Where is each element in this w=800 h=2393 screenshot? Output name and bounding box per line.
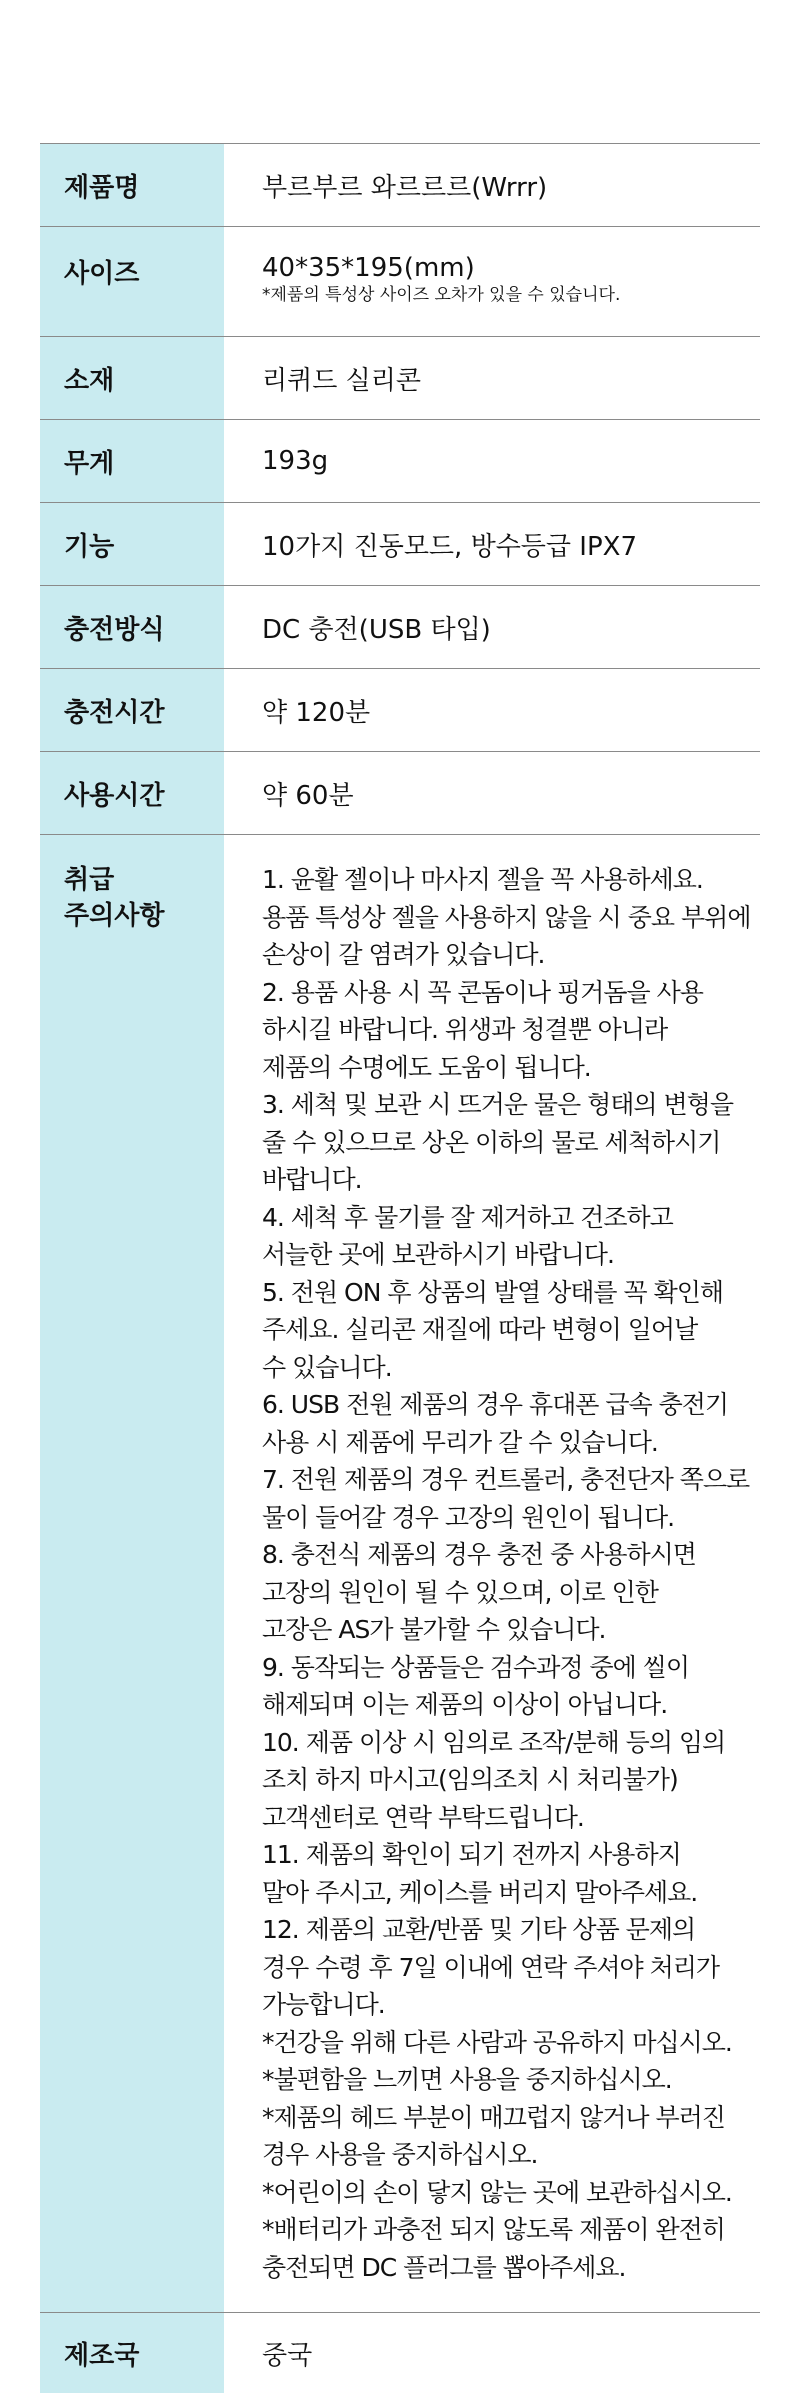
precaution-line: 충전되면 DC 플러그를 뽑아주세요.: [262, 2252, 626, 2282]
precaution-line: 사용 시 제품에 무리가 갈 수 있습니다.: [262, 1427, 658, 1457]
spec-value-text: 약 120분: [262, 697, 371, 728]
spec-label-text: 충전방식: [64, 614, 165, 645]
spec-row-size: [40, 227, 760, 337]
precaution-line: 8. 충전식 제품의 경우 충전 중 사용하시면: [262, 1540, 696, 1569]
spec-value: [224, 503, 760, 585]
spec-label-text: 제품명: [64, 172, 140, 203]
spec-label-text: 충전시간: [64, 697, 165, 728]
precaution-line: 조치 하지 마시고(임의조치 시 처리불가): [262, 1765, 678, 1794]
precaution-line: 12. 제품의 교환/반품 및 기타 상품 문제의: [262, 1915, 696, 1944]
spec-label: [40, 144, 224, 226]
spec-row-function: [40, 503, 760, 586]
spec-value-text: 리퀴드 실리콘: [262, 365, 421, 396]
spec-value-text: 193g: [262, 446, 329, 476]
precaution-line: 가능합니다.: [262, 1990, 385, 2019]
precaution-line: *건강을 위해 다른 사람과 공유하지 마십시오.: [262, 2027, 732, 2057]
spec-value-text: 약 60분: [262, 780, 354, 811]
spec-label: [40, 752, 224, 834]
precaution-line: 바랍니다.: [262, 1165, 362, 1194]
precautions-list: [224, 835, 770, 2312]
spec-value: [224, 2313, 760, 2393]
precaution-line: *불편함을 느끼면 사용을 중지하십시오.: [262, 2065, 672, 2094]
size-value: 40*35*195(mm): [262, 253, 475, 283]
size-note: *제품의 특성상 사이즈 오차가 있을 수 있습니다.: [262, 285, 621, 305]
precaution-line: 손상이 갈 염려가 있습니다.: [262, 940, 545, 969]
spec-value: [224, 420, 760, 502]
precaution-line: 서늘한 곳에 보관하시기 바랍니다.: [262, 1240, 614, 1269]
precaution-line: 6. USB 전원 제품의 경우 휴대폰 급속 충전기: [262, 1390, 729, 1419]
precaution-line: 2. 용품 사용 시 꼭 콘돔이나 핑거돔을 사용: [262, 977, 703, 1007]
spec-label: [40, 586, 224, 668]
spec-row-weight: [40, 420, 760, 503]
spec-label: [40, 227, 224, 336]
spec-row-charging-time: [40, 669, 760, 752]
spec-label-text: 제조국: [64, 2340, 140, 2371]
product-spec-table: [40, 143, 760, 2393]
spec-label-text: 사이즈: [64, 259, 140, 289]
precaution-line: 4. 세척 후 물기를 잘 제거하고 건조하고: [262, 1202, 673, 1232]
spec-label-text: 기능: [64, 531, 115, 562]
spec-value: [224, 227, 760, 336]
spec-row-charging-method: [40, 586, 760, 669]
spec-label: [40, 669, 224, 751]
spec-value: [224, 586, 760, 668]
spec-row-country-of-origin: [40, 2313, 760, 2393]
precaution-line: *제품의 헤드 부분이 매끄럽지 않거나 부러진: [262, 2102, 725, 2132]
spec-value-text: 중국: [262, 2340, 313, 2371]
spec-value: [224, 752, 760, 834]
precaution-line: *배터리가 과충전 되지 않도록 제품이 완전히: [262, 2215, 725, 2244]
precaution-line: 해제되며 이는 제품의 이상이 아닙니다.: [262, 1690, 668, 1719]
spec-row-product-name: [40, 144, 760, 227]
spec-value-text: 부르부르 와르르르(Wrrr): [262, 172, 548, 203]
precaution-line: 11. 제품의 확인이 되기 전까지 사용하지: [262, 1840, 681, 1869]
spec-value: [224, 144, 760, 226]
precaution-line: 경우 수령 후 7일 이내에 연락 주셔야 처리가: [262, 1952, 720, 1982]
spec-value-text: 10가지 진동모드, 방수등급 IPX7: [262, 531, 638, 562]
spec-label-text: 소재: [64, 365, 115, 396]
precaution-line: 고장의 원인이 될 수 있으며, 이로 인한: [262, 1577, 658, 1607]
precaution-line: 고장은 AS가 불가할 수 있습니다.: [262, 1615, 606, 1644]
precaution-line: 용품 특성상 젤을 사용하지 않을 시 중요 부위에: [262, 902, 751, 932]
precaution-line: 주세요. 실리콘 재질에 따라 변형이 일어날: [262, 1315, 698, 1344]
precaution-line: 말아 주시고, 케이스를 버리지 말아주세요.: [262, 1877, 698, 1907]
spec-label: [40, 420, 224, 502]
spec-value: [224, 669, 760, 751]
spec-row-precautions: [40, 835, 760, 2313]
precaution-line: 물이 들어갈 경우 고장의 원인이 됩니다.: [262, 1502, 675, 1532]
precaution-line: 고객센터로 연락 부탁드립니다.: [262, 1802, 584, 1832]
precautions-label-line: 주의사항: [64, 901, 165, 931]
spec-label: [40, 503, 224, 585]
spec-label: [40, 835, 224, 2312]
spec-row-usage-time: [40, 752, 760, 835]
precaution-line: 5. 전원 ON 후 상품의 발열 상태를 꼭 확인해: [262, 1277, 724, 1307]
precaution-line: *어린이의 손이 닿지 않는 곳에 보관하십시오.: [262, 2177, 732, 2207]
precaution-line: 10. 제품 이상 시 임의로 조작/분해 등의 임의: [262, 1727, 726, 1757]
precaution-line: 수 있습니다.: [262, 1352, 392, 1382]
precaution-line: 9. 동작되는 상품들은 검수과정 중에 씰이: [262, 1652, 689, 1682]
spec-label-text: 사용시간: [64, 780, 165, 811]
precaution-line: 제품의 수명에도 도움이 됩니다.: [262, 1052, 591, 1082]
precaution-line: 1. 윤활 젤이나 마사지 젤을 꼭 사용하세요.: [262, 865, 703, 894]
precaution-line: 하시길 바랍니다. 위생과 청결뿐 아니라: [262, 1015, 668, 1044]
spec-row-material: [40, 337, 760, 420]
spec-label: [40, 2313, 224, 2393]
precautions-label-line: 취급: [64, 865, 115, 895]
spec-label: [40, 337, 224, 419]
precaution-line: 3. 세척 및 보관 시 뜨거운 물은 형태의 변형을: [262, 1090, 733, 1119]
precaution-line: 7. 전원 제품의 경우 컨트롤러, 충전단자 쪽으로: [262, 1465, 750, 1494]
spec-label-text: 무게: [64, 448, 115, 479]
precaution-line: 경우 사용을 중지하십시오.: [262, 2140, 538, 2169]
precaution-line: 줄 수 있으므로 상온 이하의 물로 세척하시기: [262, 1127, 721, 1157]
spec-value: [224, 337, 760, 419]
spec-value-text: DC 충전(USB 타입): [262, 614, 491, 645]
